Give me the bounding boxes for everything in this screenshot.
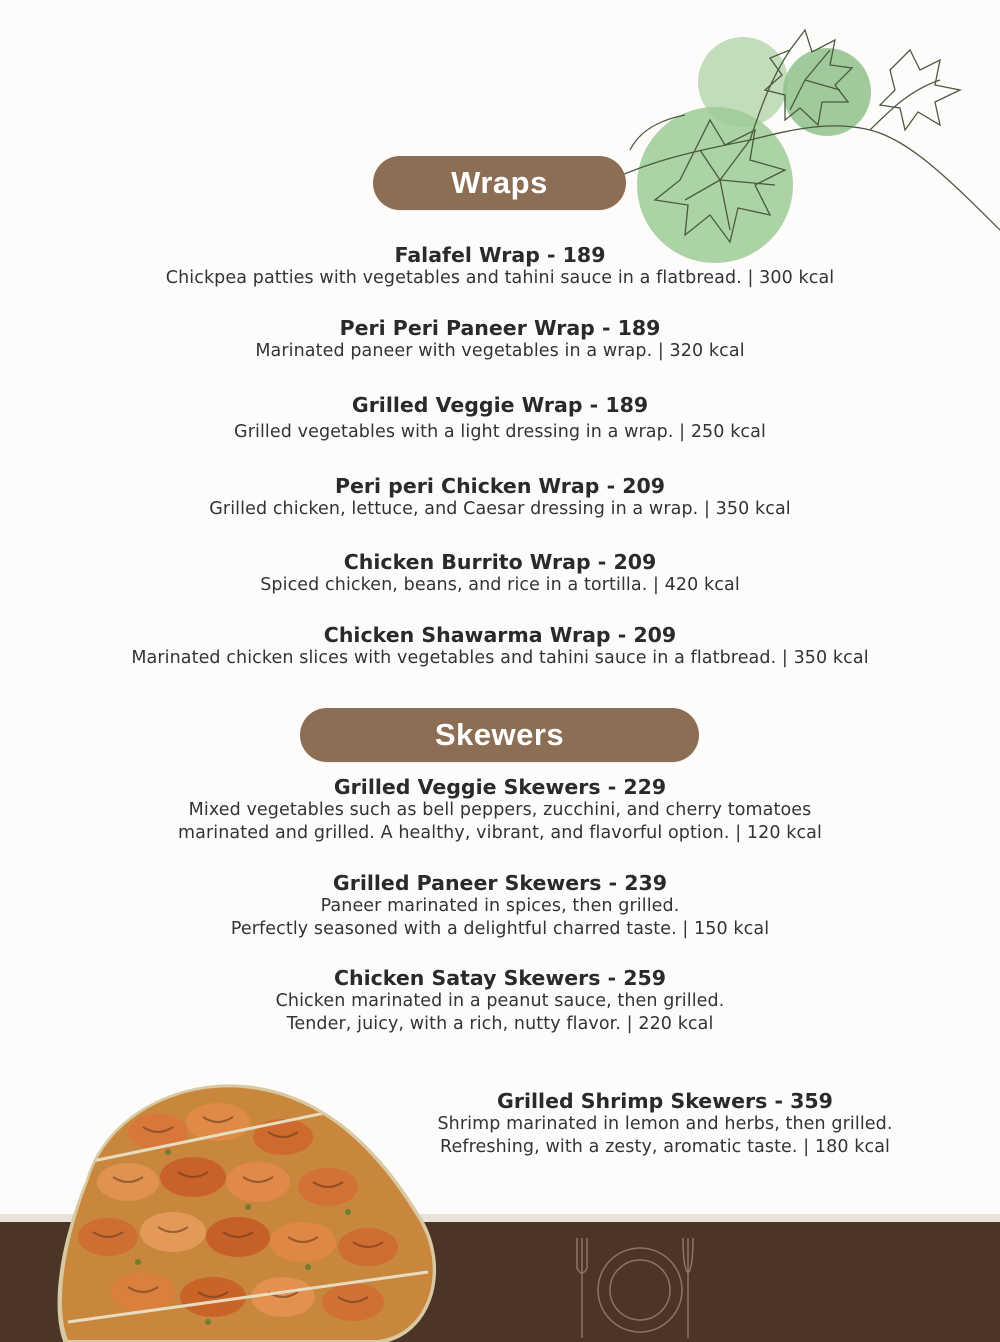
item-name: Grilled Paneer Skewers - 239 (332, 871, 668, 895)
item-name: Grilled Shrimp Skewers - 359 (497, 1089, 833, 1113)
menu-item-peri-peri-chicken-wrap (0, 474, 1000, 521)
menu-item-peri-peri-paneer-wrap (0, 316, 1000, 363)
item-name: Chicken Shawarma Wrap - 209 (323, 623, 677, 647)
item-description: Chickpea patties with vegetables and tahini sauce in a flatbread. | 300 kcal (165, 268, 835, 288)
item-description-line2: Perfectly seasoned with a delightful charred taste. | 150 kcal (230, 919, 770, 939)
item-description-line2: Tender, juicy, with a rich, nutty flavor. | 220 kcal (286, 1014, 714, 1034)
item-name: Chicken Burrito Wrap - 209 (343, 550, 657, 574)
item-description: Marinated chicken slices with vegetables and tahini sauce in a flatbread. | 350 kcal (131, 648, 869, 668)
item-description: Marinated paneer with vegetables in a wrap. | 320 kcal (255, 341, 745, 361)
menu-item-grilled-veggie-wrap (0, 393, 1000, 444)
item-description-line2: marinated and grilled. A healthy, vibrant, and flavorful option. | 120 kcal (178, 823, 822, 843)
item-name: Peri Peri Paneer Wrap - 189 (339, 316, 661, 340)
item-description-line1: Chicken marinated in a peanut sauce, then grilled. (275, 991, 725, 1011)
item-description: Grilled chicken, lettuce, and Caesar dressing in a wrap. | 350 kcal (209, 499, 791, 519)
menu-item-chicken-shawarma-wrap (0, 623, 1000, 670)
menu-item-falafel-wrap (0, 243, 1000, 290)
item-description-line1: Paneer marinated in spices, then grilled. (320, 896, 680, 916)
item-description-line2: Refreshing, with a zesty, aromatic taste. | 180 kcal (439, 1137, 890, 1157)
item-description-line1: Mixed vegetables such as bell peppers, zucchini, and cherry tomatoes (188, 800, 812, 820)
item-description: Grilled vegetables with a light dressing in a wrap. | 250 kcal (234, 422, 766, 442)
shrimp-skewers-photo (48, 1072, 448, 1342)
item-name: Chicken Satay Skewers - 259 (333, 966, 667, 990)
item-description-line1: Shrimp marinated in lemon and herbs, then grilled. (437, 1114, 893, 1134)
item-name: Falafel Wrap - 189 (394, 243, 606, 267)
menu-item-chicken-satay-skewers (0, 966, 1000, 1036)
leaf-illustration (590, 10, 1000, 270)
wraps-section-header (373, 156, 626, 210)
item-name: Peri peri Chicken Wrap - 209 (334, 474, 666, 498)
wraps-title: Wraps (451, 165, 548, 200)
menu-item-grilled-paneer-skewers (0, 871, 1000, 941)
item-name: Grilled Veggie Wrap - 189 (351, 393, 649, 417)
skewers-title: Skewers (434, 717, 565, 752)
menu-item-chicken-burrito-wrap (0, 550, 1000, 597)
skewers-section-header (300, 708, 699, 762)
plate-cutlery-icon (570, 1228, 710, 1342)
item-description: Spiced chicken, beans, and rice in a tortilla. | 420 kcal (260, 575, 740, 595)
menu-item-grilled-veggie-skewers (0, 775, 1000, 845)
item-name: Grilled Veggie Skewers - 229 (333, 775, 667, 799)
menu-item-grilled-shrimp-skewers (410, 1089, 920, 1159)
